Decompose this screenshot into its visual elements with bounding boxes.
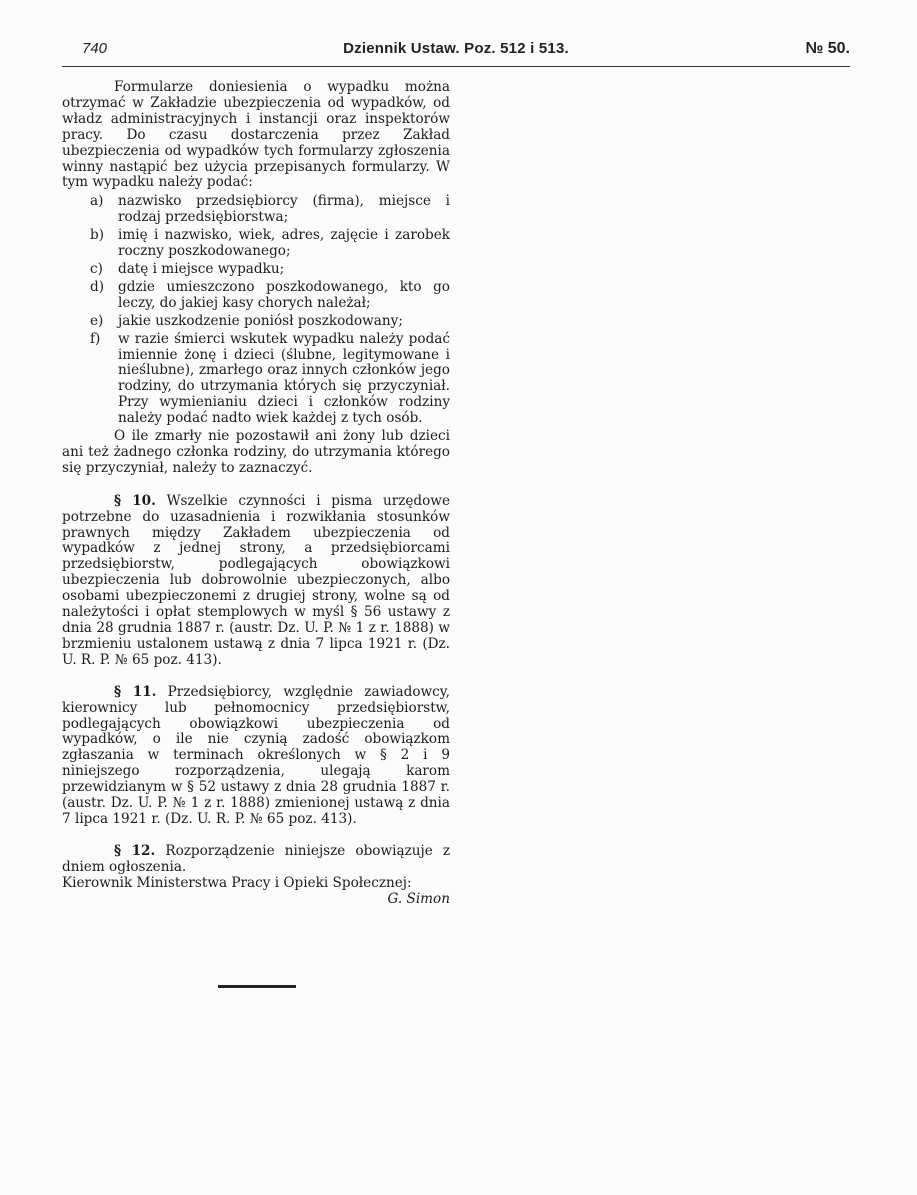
end-rule <box>218 985 296 988</box>
intro-paragraph: Formularze doniesienia o wypadku można otrzymać w Zakładzie ubezpieczenia od wypadków, od władz administracyjnych i instancji oraz inspektorów pracy. Do czasu dostarczenia przez Zakład ubezpieczenia od wypadków tych formularzy zgłoszenia winny nastąpić bez użycia przepisanych formularzy. W tym wypadku należy podać: <box>62 79 450 191</box>
section-label: § 10. <box>114 492 156 509</box>
item-text: gdzie umieszczono poszkodowanego, kto go leczy, do jakiej kasy chorych należał; <box>118 278 450 311</box>
item-text: w razie śmierci wskutek wypadku należy podać imiennie żonę i dzieci (ślubne, legitymowane i nieślubne), zmarłego oraz innych członków jego rodziny, do utrzymania których się przyczyniał. Przy wymienianiu dzieci i członków rodziny należy podać nadto wiek każdej z tych osób. <box>118 330 450 427</box>
list-item <box>62 314 450 330</box>
list-item <box>62 262 450 278</box>
header-rule <box>62 66 850 67</box>
section-text: Rozporządzenie niniejsze obowiązuje z dniem ogłoszenia. <box>62 842 450 875</box>
page-header <box>62 36 850 62</box>
issue-number: № 50. <box>805 40 850 57</box>
page-number: 740 <box>82 40 108 57</box>
journal-title: Dziennik Ustaw. Poz. 512 i 513. <box>343 40 569 57</box>
item-letter: a) <box>90 193 104 210</box>
item-text: datę i miejsce wypadku; <box>118 260 285 277</box>
section-text: Przedsiębiorcy, względnie zawiadowcy, kierownicy lub pełnomocnicy przedsiębiorstw, podlegających obowiązkowi ubezpieczenia od wypadków, o ile nie czynią zadość obowiązkom zgłaszania w terminach określonych w § 2 i 9 niniejszego rozporządzenia, ulegają karom przewidzianym w § 52 ustawy z dnia 28 grudnia 1887 r. (austr. Dz. U. P. № 1 z r. 1888) zmienionej ustawą z dnia 7 lipca 1921 r. (Dz. U. R. P. № 65 poz. 413). <box>62 683 450 827</box>
section-text: Wszelkie czynności i pisma urzędowe potrzebne do uzasadnienia i rozwikłania stosunków prawnych między Zakładem ubezpieczenia od wypadków z jednej strony, a przedsiębiorcami przedsiębiorstw, podlegających obowiązkowi ubezpieczenia lub dobrowolnie ubezpieczonych, albo osobami ubezpieczonemi z drugiej strony, wolne są od należytości i opłat stemplowych w myśl § 56 ustawy z dnia 28 grudnia 1887 r. (austr. Dz. U. P. № 1 z r. 1888) w brzmieniu ustalonem ustawą z dnia 7 lipca 1921 r. (Dz. U. R. P. № 65 poz. 413). <box>62 492 450 668</box>
section-label: § 12. <box>114 842 156 859</box>
note-paragraph: O ile zmarły nie pozostawił ani żony lub dzieci ani też żadnego członka rodziny, do utrzymania którego się przyczyniał, należy to zaznaczyć. <box>62 428 450 476</box>
section-10 <box>62 494 450 669</box>
signature-office: Kierownik Ministerstwa Pracy i Opieki Społecznej: <box>62 874 412 891</box>
item-letter: f) <box>90 330 101 347</box>
item-text: jakie uszkodzenie poniósł poszkodowany; <box>118 312 403 329</box>
section-11 <box>62 685 450 828</box>
item-letter: d) <box>90 278 105 295</box>
item-letter: e) <box>90 312 104 329</box>
item-text: imię i nazwisko, wiek, adres, zajęcie i zarobek roczny poszkodowanego; <box>118 227 450 260</box>
section-label: § 11. <box>114 683 157 700</box>
list-item <box>62 280 450 312</box>
item-letter: c) <box>90 260 103 277</box>
item-letter: b) <box>90 227 105 244</box>
section-12 <box>62 844 450 876</box>
list-item <box>62 332 450 427</box>
text-column <box>62 80 450 908</box>
signature-name: G. Simon <box>387 890 450 907</box>
required-info-list <box>62 194 450 427</box>
list-item <box>62 194 450 226</box>
list-item <box>62 228 450 260</box>
item-text: nazwisko przedsiębiorcy (firma), miejsce i rodzaj przedsiębiorstwa; <box>118 193 450 226</box>
